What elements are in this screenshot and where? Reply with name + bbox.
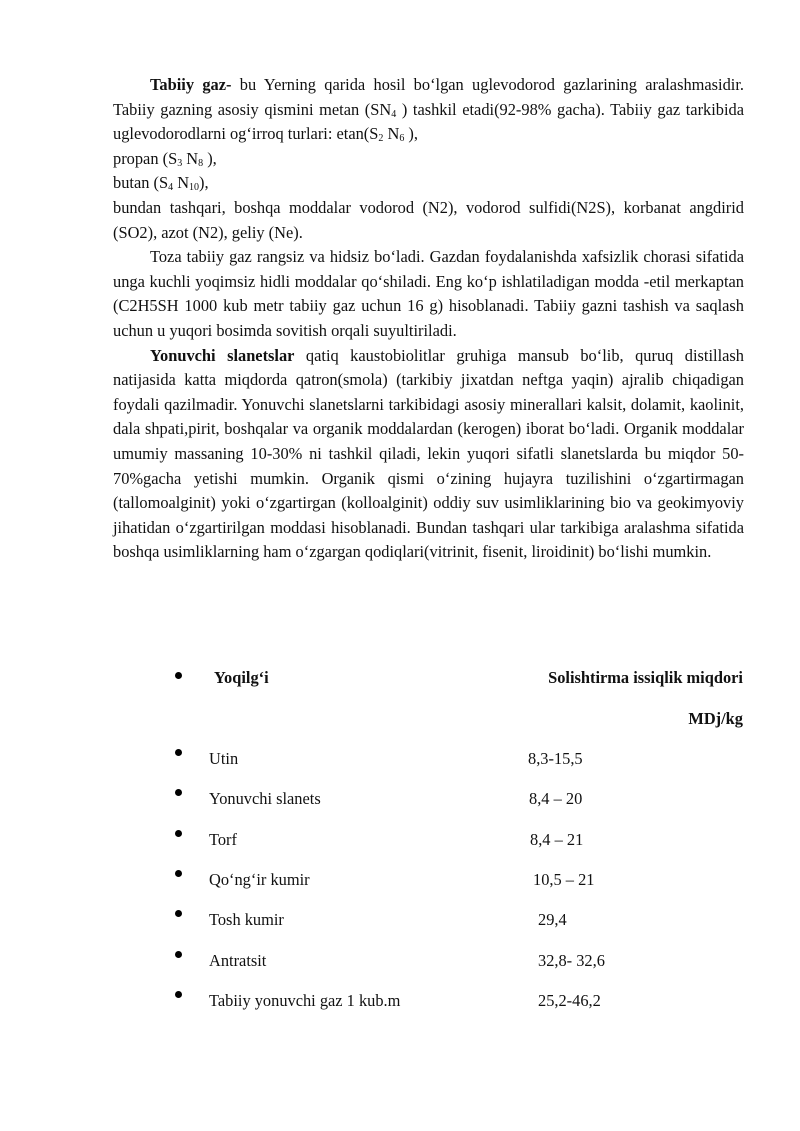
table-row [0, 991, 800, 1021]
table-header-unit-row [0, 709, 800, 739]
paragraph-other-gases: bundan tashqari, boshqa moddalar vodorod (N2), vodorod sulfidi(N2S), korbanat angdirid (SO2), azot (N2), geliy (Ne). [113, 197, 744, 242]
paragraph-pure-gas: Toza tabiiy gaz rangsiz va hidsiz bo‘ladi. Gazdan foydalanishda xafsizlik chorasi sifatida unga kuchli yoqimsiz hidli moddalar qo‘shiladi. Eng ko‘p ishlatiladigan modda -etil merkaptan (C2H5SH 1000 kub metr tabiiy gaz uchun 16 g) hisoblanadi. Tabiiy gazni tashish va saqlash uchun u yuqori bosimda sovitish orqali suyultiriladi. [113, 247, 744, 340]
paragraph-oil-shale: Yonuvchi slanetslar qatiq kaustobiolitlar gruhiga mansub bo‘lib, quruq distillash natijasida katta miqdorda qatron(smola) (tarkibiy jixatdan neftga yaqin) ajralib chiqadigan foydali qazilmadir. Yonuvchi slanetslarni tarkibidagi asosiy minerallari kalsit, dolamit, kaolinit, dala shpati,pirit, boshqalar va organik moddalardan (kerogen) iborat bo‘ladi. Organik moddalar umumiy massaning 10-30% ni tashkil qiladi, lekin yuqori sifatli slanetslarda bu miqdor 50-70%gacha yetishi mumkin. Organik qismi o‘zining hujayra tuzilishini o‘zgartirmagan (tallomoalginit) yoki o‘zgartirgan (kolloalginit) oddiy suv usimliklarining bio va geokimyoviy jihatidan o‘zgartirilgan moddasi hisoblanadi. Bundan tashqari ular tarkibiga aralashma sifatida boshqa usimliklarning ham o‘zgargan qodiqlari(vitrinit, fisenit, liroidinit) bo‘lishi mumkin. [113, 345, 745, 562]
table-row [0, 910, 800, 940]
table-row [0, 830, 800, 860]
bullet-icon [175, 830, 182, 837]
line-propane: propan ($S_3$ $N_8$ ), [113, 148, 217, 169]
bullet-icon [175, 870, 182, 877]
header-fuel: Yoqilg‘i [214, 668, 269, 687]
bullet-icon [175, 789, 182, 796]
fuel-name: Antratsit [209, 951, 267, 970]
table-header-row [0, 668, 800, 698]
fuel-value: 10,5 – 21 [533, 870, 595, 889]
term-oil-shale: Yonuvchi slanetslar [150, 345, 295, 365]
fuel-value: 8,3-15,5 [528, 749, 583, 768]
document-body [113, 73, 744, 565]
fuel-value: 32,8- 32,6 [538, 951, 605, 970]
fuel-name: Qo‘ng‘ir kumir [209, 870, 310, 889]
header-heat: Solishtirma issiqlik miqdori [548, 668, 743, 687]
fuel-value: 8,4 – 20 [529, 789, 583, 808]
paragraph-natural-gas: Tabiiy gaz- bu Yerning qarida hosil bo‘lgan uglevodorod gazlarining aralashmasidir. Tabiiy gazning asosiy qismini metan ($SN_4$ ) tashkil etadi(92-98% gacha). Tabiiy gaz tarkibida uglevodorodlarni og‘irroq turlari: $etan(S_2$ $N_6$ ), [113, 75, 745, 145]
bullet-icon [175, 951, 182, 958]
fuel-name: Tabiiy yonuvchi gaz 1 kub.m [209, 991, 401, 1010]
term-natural-gas: Tabiiy gaz- [150, 75, 232, 94]
bullet-icon [175, 910, 182, 917]
table-row [0, 870, 800, 900]
fuel-name: Yonuvchi slanets [209, 789, 321, 808]
header-unit: MDj/kg [688, 709, 743, 728]
table-row [0, 789, 800, 819]
table-row [0, 951, 800, 981]
fuel-value: 29,4 [538, 910, 567, 929]
bullet-icon [175, 991, 182, 998]
fuel-name: Utin [209, 749, 239, 768]
bullet-icon [175, 672, 182, 679]
fuel-value: 8,4 – 21 [530, 830, 584, 849]
fuel-name: Tosh kumir [209, 910, 284, 929]
fuel-value: 25,2-46,2 [538, 991, 601, 1010]
line-butane: butan ($S_4$ $N_{10}$), [113, 173, 209, 194]
fuel-name: Torf [209, 830, 237, 849]
bullet-icon [175, 749, 182, 756]
table-row [0, 749, 800, 779]
